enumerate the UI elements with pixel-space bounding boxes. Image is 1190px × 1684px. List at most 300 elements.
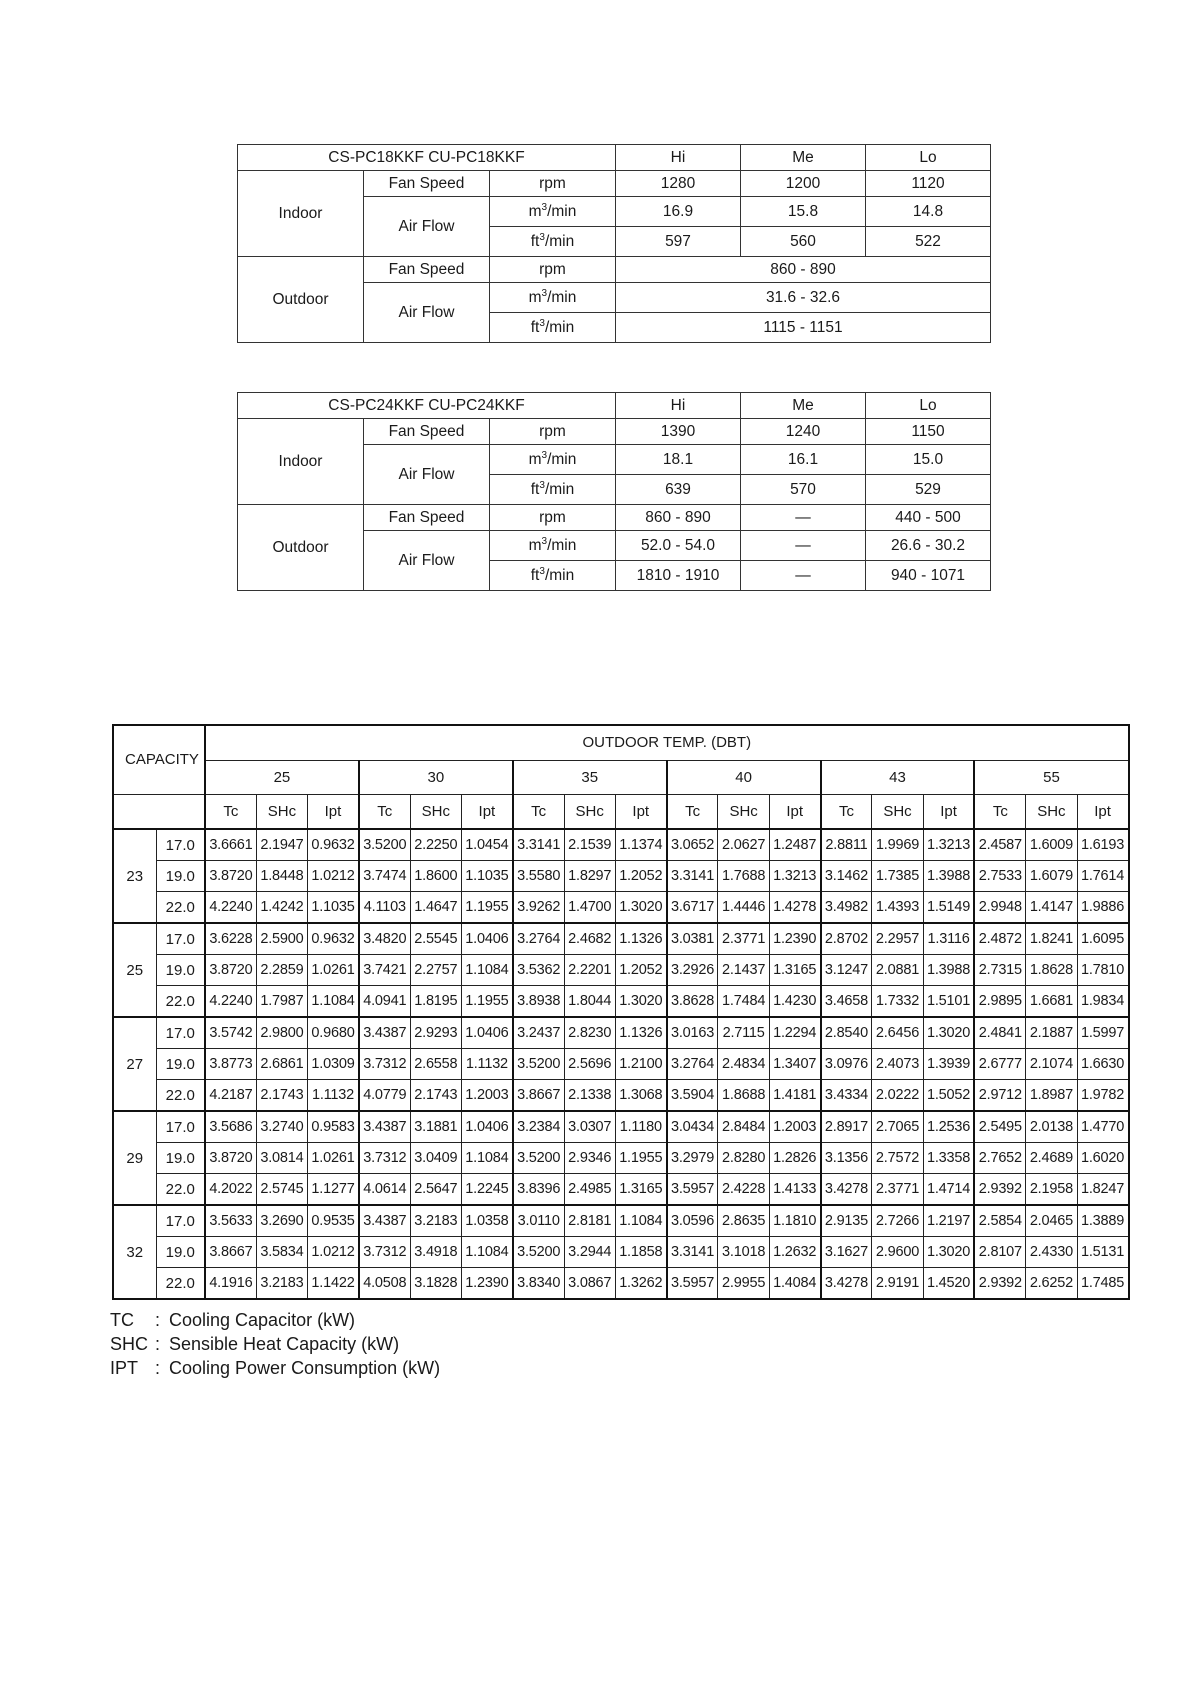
value-cell: 2.1338 [564,1080,615,1112]
unit-label: $ft^3/\min$ [490,227,616,257]
value-cell: 3.7312 [359,1143,410,1174]
fan-table-pc24 [237,392,991,591]
value-cell: 3.8720 [205,1143,256,1174]
value-cell: 1.1084 [308,986,359,1018]
value-cell: 1.6020 [1077,1143,1128,1174]
value-cell: 3.2384 [513,1111,564,1143]
value-cell: 2.6252 [1026,1268,1077,1300]
merged-value: 860 - 890 [616,257,991,283]
value-cell: 639 [616,475,741,505]
value-cell: 2.5647 [410,1174,461,1206]
capacity-corner: CAPACITY [113,725,205,794]
value-cell: 2.8540 [821,1017,872,1049]
value-cell: 3.5742 [205,1017,256,1049]
value-cell: 3.8667 [205,1237,256,1268]
value-cell: 2.6861 [256,1049,307,1080]
value-cell: 1.1035 [308,892,359,924]
outdoor-temp-title: OUTDOOR TEMP. (DBT) [205,725,1129,760]
value-cell: 3.4387 [359,1205,410,1237]
value-cell: 3.2926 [667,955,718,986]
value-cell: 1.4770 [1077,1111,1128,1143]
sub-header: Tc [821,794,872,829]
value-cell: 1.0406 [461,1111,512,1143]
value-cell: 1810 - 1910 [616,561,741,591]
value-cell: 2.7065 [872,1111,923,1143]
value-cell: 1.9969 [872,829,923,861]
value-cell: 1.4242 [256,892,307,924]
value-cell: 4.2240 [205,892,256,924]
sub-header: SHc [872,794,923,829]
section-outdoor: Outdoor [238,505,364,591]
value-cell: 1.4520 [923,1268,974,1300]
value-cell: 1.3262 [615,1268,666,1300]
col-hi: Hi [616,145,741,171]
value-cell: 2.7315 [974,955,1025,986]
wet-bulb: 19.0 [156,1237,205,1268]
wet-bulb: 19.0 [156,861,205,892]
value-cell: 560 [741,227,866,257]
value-cell: 1.1955 [615,1143,666,1174]
value-cell: 2.4985 [564,1174,615,1206]
value-cell: 1.8448 [256,861,307,892]
unit-label: rpm [490,257,616,283]
sub-header: Ipt [769,794,820,829]
section-outdoor: Outdoor [238,257,364,343]
value-cell: 3.8773 [205,1049,256,1080]
value-cell: 2.6777 [974,1049,1025,1080]
table-row [113,1111,1129,1143]
value-cell: 1.3165 [615,1174,666,1206]
item-label: Fan Speed [364,171,490,197]
value-cell: 1.8628 [1026,955,1077,986]
indoor-temp: 32 [113,1205,156,1299]
wet-bulb: 19.0 [156,1049,205,1080]
value-cell: 4.1916 [205,1268,256,1300]
value-cell: 3.8628 [667,986,718,1018]
value-cell: 2.7533 [974,861,1025,892]
value-cell: 3.3141 [667,861,718,892]
value-cell: 2.5696 [564,1049,615,1080]
value-cell: 1.8247 [1077,1174,1128,1206]
unit-label: $ft^3/\min$ [490,313,616,343]
outdoor-temp-header: 30 [359,760,513,794]
value-cell: 0.9632 [308,829,359,861]
value-cell: 2.0881 [872,955,923,986]
value-cell: 3.1018 [718,1237,769,1268]
value-cell: 2.4073 [872,1049,923,1080]
value-cell: 1.1084 [461,955,512,986]
sub-header: Ipt [461,794,512,829]
value-cell: 1.9782 [1077,1080,1128,1112]
value-cell: 1.1810 [769,1205,820,1237]
value-cell: 529 [866,475,991,505]
value-cell: 1.4084 [769,1268,820,1300]
value-cell: 2.8702 [821,923,872,955]
value-cell: 2.7572 [872,1143,923,1174]
sub-header: SHc [410,794,461,829]
sub-header: Tc [974,794,1025,829]
wet-bulb: 17.0 [156,1205,205,1237]
value-cell: 3.2690 [256,1205,307,1237]
sub-header: Tc [667,794,718,829]
value-cell: 1.6079 [1026,861,1077,892]
table-row [113,1205,1129,1237]
value-cell: 3.4334 [821,1080,872,1112]
value-cell: 1.7987 [256,986,307,1018]
unit-label: $m^3/\min$ [490,197,616,227]
value-cell: 14.8 [866,197,991,227]
value-cell: 3.6228 [205,923,256,955]
value-cell: 1.5149 [923,892,974,924]
value-cell: 3.7474 [359,861,410,892]
value-cell: 1.3068 [615,1080,666,1112]
value-cell: 1.1084 [461,1237,512,1268]
sub-header: Tc [359,794,410,829]
value-cell: 2.4330 [1026,1237,1077,1268]
value-cell: 3.0307 [564,1111,615,1143]
value-cell: 1.4147 [1026,892,1077,924]
value-cell: 2.6558 [410,1049,461,1080]
value-cell: 1.8241 [1026,923,1077,955]
value-cell: 3.0434 [667,1111,718,1143]
capacity-table [112,724,1130,1300]
value-cell: 3.8720 [205,955,256,986]
model-label: CS-PC18KKF CU-PC18KKF [238,145,616,171]
unit-label: rpm [490,419,616,445]
value-cell: 3.4387 [359,1017,410,1049]
value-cell: 1.4181 [769,1080,820,1112]
item-label: Fan Speed [364,505,490,531]
value-cell: 1.0406 [461,1017,512,1049]
value-cell: 2.9392 [974,1174,1025,1206]
value-cell: 3.0381 [667,923,718,955]
outdoor-temp-header: 25 [205,760,359,794]
unit-label: rpm [490,505,616,531]
value-cell: 3.1627 [821,1237,872,1268]
value-cell: 1.1955 [461,986,512,1018]
value-cell: 3.4982 [821,892,872,924]
value-cell: 2.9191 [872,1268,923,1300]
unit-label: $m^3/\min$ [490,531,616,561]
sub-header: SHc [1026,794,1077,829]
outdoor-temp-header: 43 [821,760,975,794]
legend [110,1308,440,1380]
value-cell: 2.8181 [564,1205,615,1237]
value-cell: 1200 [741,171,866,197]
wet-bulb: 17.0 [156,1017,205,1049]
value-cell: 940 - 1071 [866,561,991,591]
value-cell: 1.0212 [308,861,359,892]
wet-bulb: 17.0 [156,1111,205,1143]
value-cell: 1.2100 [615,1049,666,1080]
value-cell: 1390 [616,419,741,445]
wet-bulb: 22.0 [156,892,205,924]
value-cell: 3.4658 [821,986,872,1018]
wet-bulb: 22.0 [156,1268,205,1300]
value-cell: 1.2003 [769,1111,820,1143]
value-cell: 4.0779 [359,1080,410,1112]
value-cell: 3.5957 [667,1268,718,1300]
table-row [113,955,1129,986]
value-cell: 1.8600 [410,861,461,892]
value-cell: 2.2757 [410,955,461,986]
value-cell: 3.0814 [256,1143,307,1174]
value-cell: 1.5101 [923,986,974,1018]
value-cell: 2.8635 [718,1205,769,1237]
outdoor-temp-header: 40 [667,760,821,794]
value-cell: 570 [741,475,866,505]
value-cell: 1.7485 [1077,1268,1128,1300]
value-cell: 1.1858 [615,1237,666,1268]
value-cell: 1.2052 [615,861,666,892]
value-cell: 2.1958 [1026,1174,1077,1206]
value-cell: 1.7688 [718,861,769,892]
value-cell: 2.0465 [1026,1205,1077,1237]
indoor-temp: 25 [113,923,156,1017]
item-label: Air Flow [364,283,490,343]
value-cell: 1.7810 [1077,955,1128,986]
value-cell: 2.9600 [872,1237,923,1268]
value-cell: 1.3116 [923,923,974,955]
value-cell: 4.2022 [205,1174,256,1206]
col-me: Me [741,145,866,171]
col-me: Me [741,393,866,419]
value-cell: 3.5686 [205,1111,256,1143]
value-cell: 1150 [866,419,991,445]
value-cell: 3.0976 [821,1049,872,1080]
value-cell: 2.1947 [256,829,307,861]
value-cell: 1.0261 [308,955,359,986]
value-cell: 3.1247 [821,955,872,986]
sub-header: Ipt [615,794,666,829]
value-cell: 1.3213 [923,829,974,861]
wet-bulb: 17.0 [156,923,205,955]
value-cell: 1.3988 [923,955,974,986]
value-cell: 1.6095 [1077,923,1128,955]
value-cell: 3.0163 [667,1017,718,1049]
value-cell: 2.7652 [974,1143,1025,1174]
value-cell: 3.5633 [205,1205,256,1237]
value-cell: 1.2294 [769,1017,820,1049]
value-cell: 3.7312 [359,1049,410,1080]
value-cell: 3.0110 [513,1205,564,1237]
value-cell: 2.6456 [872,1017,923,1049]
value-cell: 3.5362 [513,955,564,986]
value-cell: 3.1356 [821,1143,872,1174]
value-cell: 2.5745 [256,1174,307,1206]
value-cell: 1.0454 [461,829,512,861]
value-cell: 16.1 [741,445,866,475]
col-lo: Lo [866,145,991,171]
value-cell: 2.1437 [718,955,769,986]
item-label: Fan Speed [364,419,490,445]
value-cell: 1.2536 [923,1111,974,1143]
value-cell: 1.4133 [769,1174,820,1206]
value-cell: 3.5580 [513,861,564,892]
value-cell: 3.8396 [513,1174,564,1206]
value-cell: 1.2390 [461,1268,512,1300]
value-cell: 1.1132 [308,1080,359,1112]
value-cell: 18.1 [616,445,741,475]
value-cell: 4.0941 [359,986,410,1018]
value-cell: 1.5997 [1077,1017,1128,1049]
value-cell: 2.9293 [410,1017,461,1049]
wet-bulb: 19.0 [156,955,205,986]
value-cell: 2.8107 [974,1237,1025,1268]
value-cell: 3.2764 [513,923,564,955]
value-cell: 1240 [741,419,866,445]
value-cell: 3.0867 [564,1268,615,1300]
legend-item: IPT : Cooling Power Consumption (kW) [110,1358,441,1378]
value-cell: 1.6193 [1077,829,1128,861]
outdoor-temp-header: 35 [513,760,667,794]
value-cell: 1.3988 [923,861,974,892]
wet-bulb: 19.0 [156,1143,205,1174]
value-cell: 3.5200 [513,1143,564,1174]
value-cell: 597 [616,227,741,257]
value-cell: 1.7614 [1077,861,1128,892]
value-cell: 2.8811 [821,829,872,861]
value-cell: 2.4587 [974,829,1025,861]
item-label: Fan Speed [364,257,490,283]
value-cell: 3.2183 [410,1205,461,1237]
value-cell: 1.1035 [461,861,512,892]
value-cell: 1.1277 [308,1174,359,1206]
value-cell: 1.0309 [308,1049,359,1080]
value-cell: 1.3020 [615,986,666,1018]
table-row [113,1049,1129,1080]
value-cell: 2.5545 [410,923,461,955]
sub-header: Tc [205,794,256,829]
value-cell: 1.3020 [615,892,666,924]
value-cell: 2.9712 [974,1080,1025,1112]
value-cell: 2.2957 [872,923,923,955]
value-cell: 1.4714 [923,1174,974,1206]
value-cell: 1.5052 [923,1080,974,1112]
value-cell: 1.4278 [769,892,820,924]
section-indoor: Indoor [238,419,364,505]
value-cell: 3.0596 [667,1205,718,1237]
indoor-temp: 23 [113,829,156,923]
value-cell: 2.9346 [564,1143,615,1174]
value-cell: 2.9392 [974,1268,1025,1300]
value-cell: 2.4689 [1026,1143,1077,1174]
value-cell: 2.5495 [974,1111,1025,1143]
value-cell: 3.8720 [205,861,256,892]
value-cell: 2.7266 [872,1205,923,1237]
value-cell: 2.8230 [564,1017,615,1049]
value-cell: 3.0409 [410,1143,461,1174]
value-cell: 3.4278 [821,1268,872,1300]
value-cell: 1.5131 [1077,1237,1128,1268]
value-cell: 3.6717 [667,892,718,924]
value-cell: 2.0138 [1026,1111,1077,1143]
value-cell: 1.1084 [615,1205,666,1237]
value-cell: 2.9955 [718,1268,769,1300]
item-label: Air Flow [364,197,490,257]
value-cell: 26.6 - 30.2 [866,531,991,561]
table-row [113,861,1129,892]
value-cell: 1.1422 [308,1268,359,1300]
value-cell: 1.2197 [923,1205,974,1237]
value-cell: — [741,561,866,591]
sub-header: Ipt [923,794,974,829]
value-cell: 1.2245 [461,1174,512,1206]
table-row [113,892,1129,924]
value-cell: 2.1743 [410,1080,461,1112]
indoor-temp: 27 [113,1017,156,1111]
value-cell: 2.9800 [256,1017,307,1049]
value-cell: 3.1462 [821,861,872,892]
blank-corner [113,794,205,829]
value-cell: 3.6661 [205,829,256,861]
value-cell: 3.2183 [256,1268,307,1300]
value-cell: 1.6630 [1077,1049,1128,1080]
value-cell: — [741,531,866,561]
value-cell: 1.4393 [872,892,923,924]
value-cell: 1.1132 [461,1049,512,1080]
value-cell: 1.3939 [923,1049,974,1080]
value-cell: 1.3889 [1077,1205,1128,1237]
value-cell: 15.0 [866,445,991,475]
value-cell: 4.1103 [359,892,410,924]
unit-label: $m^3/\min$ [490,445,616,475]
value-cell: 1.2003 [461,1080,512,1112]
value-cell: 1.4700 [564,892,615,924]
value-cell: 1.1955 [461,892,512,924]
value-cell: 1.3020 [923,1017,974,1049]
table-row [113,1174,1129,1206]
value-cell: 1.1326 [615,923,666,955]
value-cell: 1.0358 [461,1205,512,1237]
value-cell: 2.9948 [974,892,1025,924]
value-cell: 1.8297 [564,861,615,892]
value-cell: 2.5900 [256,923,307,955]
value-cell: 3.2764 [667,1049,718,1080]
table-row [113,986,1129,1018]
value-cell: 1.1374 [615,829,666,861]
value-cell: 4.2187 [205,1080,256,1112]
value-cell: 2.9135 [821,1205,872,1237]
item-label: Air Flow [364,445,490,505]
value-cell: 1.2487 [769,829,820,861]
outdoor-temp-header: 55 [974,760,1128,794]
value-cell: 1.0212 [308,1237,359,1268]
value-cell: 3.8667 [513,1080,564,1112]
value-cell: 1.0406 [461,923,512,955]
value-cell: 3.5904 [667,1080,718,1112]
merged-value: 31.6 - 32.6 [616,283,991,313]
value-cell: 2.1743 [256,1080,307,1112]
table-row [113,923,1129,955]
value-cell: 3.2437 [513,1017,564,1049]
table-row [113,1017,1129,1049]
wet-bulb: 17.0 [156,829,205,861]
value-cell: 1.4230 [769,986,820,1018]
value-cell: 1.2826 [769,1143,820,1174]
col-lo: Lo [866,393,991,419]
value-cell: 1.9834 [1077,986,1128,1018]
wet-bulb: 22.0 [156,1174,205,1206]
value-cell: 860 - 890 [616,505,741,531]
value-cell: 2.8917 [821,1111,872,1143]
value-cell: 1.2390 [769,923,820,955]
value-cell: 4.0508 [359,1268,410,1300]
value-cell: 4.2240 [205,986,256,1018]
unit-label: rpm [490,171,616,197]
value-cell: 1.4647 [410,892,461,924]
value-cell: 3.4918 [410,1237,461,1268]
